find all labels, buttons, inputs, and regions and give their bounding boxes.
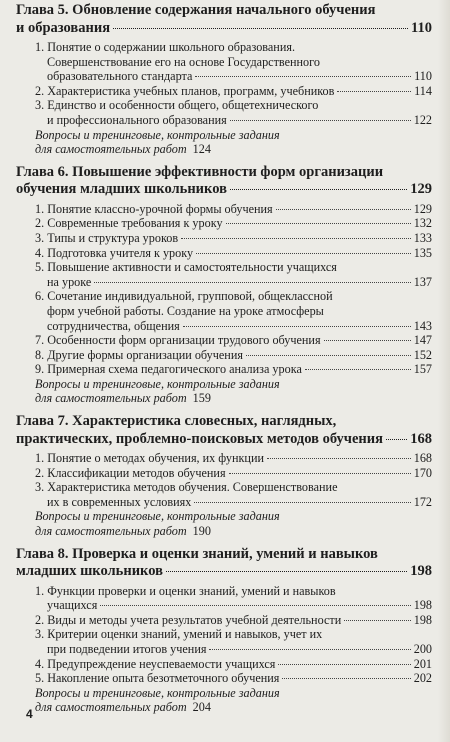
toc-entry-line: учащихся xyxy=(47,598,98,613)
toc-entry xyxy=(10,584,432,613)
toc-entry-line: 1. Функции проверки и оценки знаний, умений и навыков xyxy=(35,583,336,598)
entry-page-number: 124 xyxy=(192,142,211,157)
entry-page-number: 152 xyxy=(413,347,432,362)
toc-entry-line: 3. Критерии оценки знаний, умений и навыков, учет их xyxy=(35,627,323,642)
dot-leader xyxy=(196,253,411,254)
toc-entry-line: Совершенствование его на основе Государственного xyxy=(47,54,320,69)
toc-entry-line: их в современных условиях xyxy=(47,494,192,509)
entry-page-number: 168 xyxy=(413,451,432,466)
entry-page-number: 204 xyxy=(192,700,211,715)
toc-entry xyxy=(10,671,432,686)
toc-entry-line: 4. Предупреждение неуспеваемости учащихся xyxy=(35,656,276,671)
toc-entry xyxy=(10,627,432,656)
entry-page-number: 198 xyxy=(413,598,432,613)
toc-entry-line: и профессионального образования xyxy=(47,112,227,127)
dot-leader xyxy=(94,282,410,283)
questions-entry xyxy=(10,686,432,715)
toc-entry xyxy=(10,289,432,333)
toc-entry-line: 7. Особенности форм организации трудового обучения xyxy=(35,333,321,348)
toc-entry-line: 9. Примерная схема педагогического анализа урока xyxy=(35,362,302,377)
questions-entry xyxy=(10,128,432,157)
chapter-7 xyxy=(10,413,432,539)
dot-leader xyxy=(166,571,407,572)
chapter-page-number: 198 xyxy=(410,563,432,580)
dot-leader xyxy=(100,605,410,606)
dot-leader xyxy=(305,369,411,370)
chapter-page-number: 129 xyxy=(410,181,432,198)
chapter-heading-line: Глава 8. Проверка и оценки знаний, умений и навыков xyxy=(16,545,378,562)
toc-entry-line: при подведении итогов учения xyxy=(47,642,207,656)
page-gutter-shadow xyxy=(438,0,450,742)
entry-page-number: 110 xyxy=(414,69,432,84)
page-number: 4 xyxy=(26,707,33,721)
toc-entry xyxy=(10,231,432,246)
dot-leader xyxy=(278,664,410,665)
toc-entry xyxy=(10,98,432,127)
chapter-8 xyxy=(10,546,432,715)
toc-entry-line: на уроке xyxy=(47,274,92,289)
chapter-heading xyxy=(10,2,432,37)
dot-leader xyxy=(324,340,411,341)
chapter-heading-line: младших школьников xyxy=(16,563,163,580)
toc-entry-line: 3. Типы и структура уроков xyxy=(35,230,179,245)
toc-entry-line: сотрудничества, общения xyxy=(47,318,180,333)
chapter-page-number: 168 xyxy=(410,430,432,447)
toc-entry-line: форм учебной работы. Создание на уроке атмосферы xyxy=(47,303,324,318)
toc-entry xyxy=(10,466,432,481)
chapter-heading xyxy=(10,413,432,448)
toc-entry-line: 2. Современные требования к уроку xyxy=(35,216,223,231)
questions-entry-line: Вопросы и тренинговые, контрольные задания xyxy=(35,685,280,700)
toc-entry xyxy=(10,657,432,672)
dot-leader xyxy=(195,76,411,77)
toc-entry-line: образовательного стандарта xyxy=(47,69,193,84)
questions-entry-line: Вопросы и тренинговые, контрольные задания xyxy=(35,127,280,142)
dot-leader xyxy=(194,502,410,503)
dot-leader xyxy=(183,326,411,327)
dot-leader xyxy=(230,120,411,121)
entry-page-number: 190 xyxy=(192,524,211,539)
toc-entry-line: 1. Понятие о методах обучения, их функции xyxy=(35,451,265,466)
questions-entry-line: Вопросы и тренинговые, контрольные задания xyxy=(35,509,280,524)
entry-page-number: 198 xyxy=(413,612,432,627)
entry-page-number: 135 xyxy=(413,245,432,260)
entry-page-number: 172 xyxy=(413,494,432,509)
chapter-heading-line: Глава 6. Повышение эффективности форм организации xyxy=(16,163,384,180)
entry-page-number: 114 xyxy=(414,83,432,98)
questions-entry-line: Вопросы и тренинговые, контрольные задания xyxy=(35,376,280,391)
entry-page-number: 122 xyxy=(413,112,432,127)
toc-entry xyxy=(10,84,432,99)
toc-entry xyxy=(10,480,432,509)
toc-entry-line: 8. Другие формы организации обучения xyxy=(35,347,243,362)
toc-entry-line: 3. Характеристика методов обучения. Совершенствование xyxy=(35,480,338,495)
entry-page-number: 129 xyxy=(413,201,432,216)
chapter-5 xyxy=(10,2,432,157)
chapter-heading xyxy=(10,164,432,199)
chapter-heading-line: Глава 5. Обновление содержания начального обучения xyxy=(16,2,376,18)
chapter-heading xyxy=(10,546,432,581)
toc-entry-line: 2. Виды и методы учета результатов учебной деятельности xyxy=(35,612,342,627)
questions-entry-line: для самостоятельных работ xyxy=(35,142,187,157)
entry-page-number: 170 xyxy=(413,465,432,480)
chapter-heading-line: Глава 7. Характеристика словесных, наглядных, xyxy=(16,413,337,430)
toc-entry-line: 5. Накопление опыта безотметочного обучения xyxy=(35,671,280,686)
dot-leader xyxy=(267,458,411,459)
toc-entry xyxy=(10,348,432,363)
toc-entry-line: 1. Понятие о содержании школьного образования. xyxy=(35,40,296,54)
toc-entry-line: 2. Классификации методов обучения xyxy=(35,465,226,480)
entry-page-number: 143 xyxy=(413,318,432,333)
toc-entry xyxy=(10,333,432,348)
toc-entry-line: 1. Понятие классно-урочной формы обучения xyxy=(35,201,273,216)
toc-entry-line: 3. Единство и особенности общего, общетехнического xyxy=(35,98,319,113)
entry-page-number: 159 xyxy=(192,391,211,406)
entry-page-number: 133 xyxy=(413,230,432,245)
dot-leader xyxy=(209,649,410,650)
dot-leader xyxy=(113,28,408,29)
toc-entry-line: 6. Сочетание индивидуальной, групповой, общеклассной xyxy=(35,289,333,304)
entry-page-number: 200 xyxy=(413,642,432,656)
toc-entry xyxy=(10,613,432,628)
toc-entry xyxy=(10,40,432,84)
entry-page-number: 201 xyxy=(413,656,432,671)
dot-leader xyxy=(344,620,410,621)
dot-leader xyxy=(181,238,411,239)
questions-entry-line: для самостоятельных работ xyxy=(35,524,187,539)
chapter-6 xyxy=(10,164,432,406)
chapter-heading-line: практических, проблемно-поисковых методов обучения xyxy=(16,430,383,447)
chapter-heading-line: и образования xyxy=(16,19,111,36)
dot-leader xyxy=(246,355,411,356)
chapter-page-number: 110 xyxy=(411,19,432,36)
dot-leader xyxy=(276,209,411,210)
toc-entry-line: 5. Повышение активности и самостоятельности учащихся xyxy=(35,260,337,275)
questions-entry-line: для самостоятельных работ xyxy=(35,700,187,715)
entry-page-number: 132 xyxy=(413,216,432,231)
dot-leader xyxy=(230,189,407,190)
dot-leader xyxy=(386,439,407,440)
toc-entry-line: 4. Подготовка учителя к уроку xyxy=(35,245,194,260)
dot-leader xyxy=(282,678,410,679)
entry-page-number: 137 xyxy=(413,274,432,289)
toc-entry-line: 2. Характеристика учебных планов, программ, учебников xyxy=(35,83,335,98)
entry-page-number: 202 xyxy=(413,671,432,686)
entry-page-number: 157 xyxy=(413,362,432,377)
toc-entry xyxy=(10,451,432,466)
entry-page-number: 147 xyxy=(413,333,432,348)
toc-entry xyxy=(10,246,432,261)
questions-entry-line: для самостоятельных работ xyxy=(35,391,187,406)
questions-entry xyxy=(10,509,432,538)
table-of-contents xyxy=(10,2,432,722)
toc-entry xyxy=(10,202,432,217)
chapter-heading-line: обучения младших школьников xyxy=(16,181,227,198)
toc-entry xyxy=(10,216,432,231)
dot-leader xyxy=(226,223,411,224)
dot-leader xyxy=(337,91,411,92)
questions-entry xyxy=(10,377,432,406)
toc-entry xyxy=(10,362,432,377)
toc-entry xyxy=(10,260,432,289)
dot-leader xyxy=(229,473,411,474)
